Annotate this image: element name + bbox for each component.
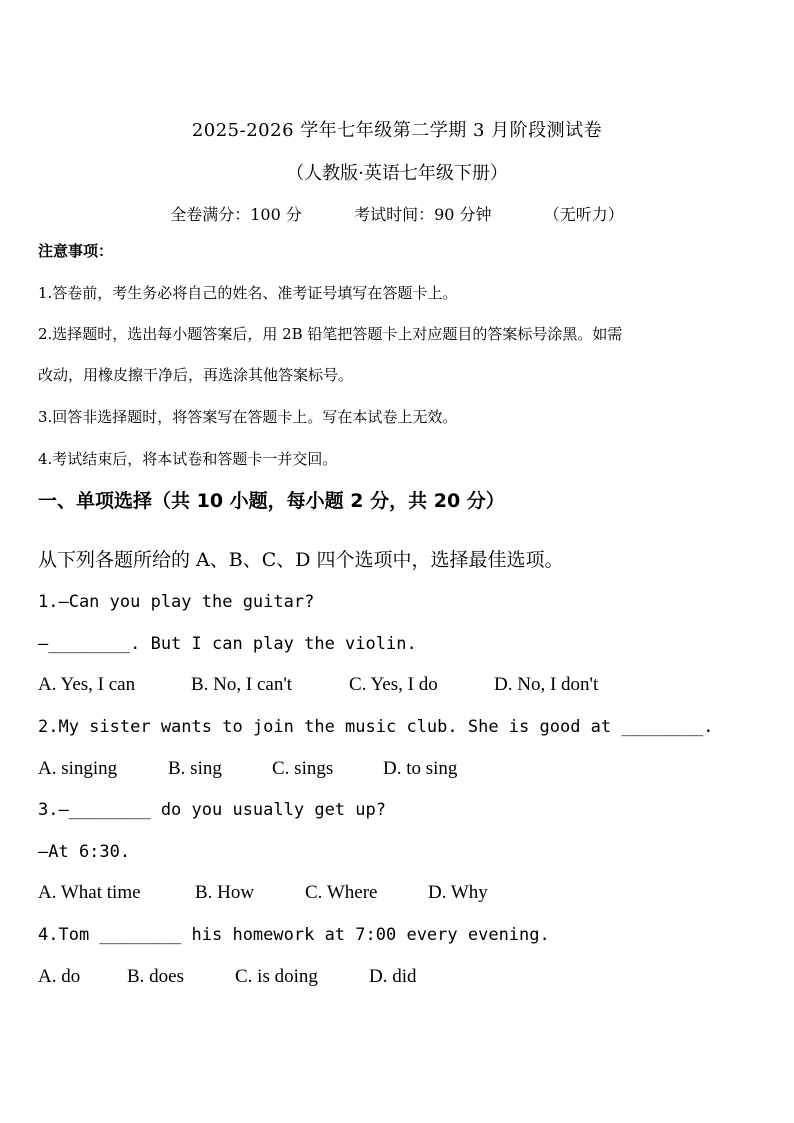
option-d: D. No, I don't — [494, 674, 599, 695]
section-heading: 一、单项选择（共 10 小题，每小题 2 分，共 20 分） — [38, 490, 505, 512]
option-b: B. does — [127, 966, 184, 987]
option-a: A. What time — [38, 882, 141, 903]
no-listening-note: （无听力） — [543, 205, 624, 224]
option-c: C. Yes, I do — [349, 674, 438, 695]
notice-item: 改动，用橡皮擦干净后，再选涂其他答案标号。 — [38, 366, 354, 384]
full-score: 全卷满分：100 分 — [170, 205, 302, 224]
notice-heading: 注意事项： — [38, 242, 114, 260]
option-c: C. Where — [305, 882, 378, 903]
question-stem: 4.Tom ________ his homework at 7:00 every evening. — [38, 925, 550, 945]
option-c: C. sings — [272, 758, 334, 779]
question-stem: 3.—________ do you usually get up? — [38, 800, 386, 820]
exam-info — [0, 202, 794, 225]
option-a: A. singing — [38, 758, 118, 779]
option-b: B. No, I can't — [191, 674, 293, 695]
notice-item: 1.答卷前，考生务必将自己的姓名、准考证号填写在答题卡上。 — [38, 284, 458, 302]
option-b: B. sing — [168, 758, 222, 779]
section-instruction: 从下列各题所给的 A、B、C、D 四个选项中，选择最佳选项。 — [38, 549, 564, 571]
question-stem: 2.My sister wants to join the music club. She is good at ________. — [38, 717, 714, 737]
option-a: A. do — [38, 966, 81, 987]
question-stem: —At 6:30. — [38, 842, 131, 862]
question-stem: —________. But I can play the violin. — [38, 634, 417, 654]
exam-subtitle: （人教版·英语七年级下册） — [286, 163, 508, 184]
option-d: D. to sing — [383, 758, 458, 779]
option-c: C. is doing — [235, 966, 318, 987]
option-b: B. How — [195, 882, 255, 903]
option-a: A. Yes, I can — [38, 674, 136, 695]
notice-item: 4.考试结束后，将本试卷和答题卡一并交回。 — [38, 450, 338, 468]
option-d: D. Why — [428, 882, 488, 903]
exam-title: 2025-2026 学年七年级第二学期 3 月阶段测试卷 — [191, 120, 603, 141]
option-d: D. did — [369, 966, 417, 987]
exam-time: 考试时间：90 分钟 — [354, 205, 492, 224]
notice-item: 2.选择题时，选出每小题答案后，用 2B 铅笔把答题卡上对应题目的答案标号涂黑。如需 — [38, 325, 623, 343]
notice-item: 3.回答非选择题时，将答案写在答题卡上。写在本试卷上无效。 — [38, 408, 458, 426]
question-stem: 1.—Can you play the guitar? — [38, 592, 315, 612]
